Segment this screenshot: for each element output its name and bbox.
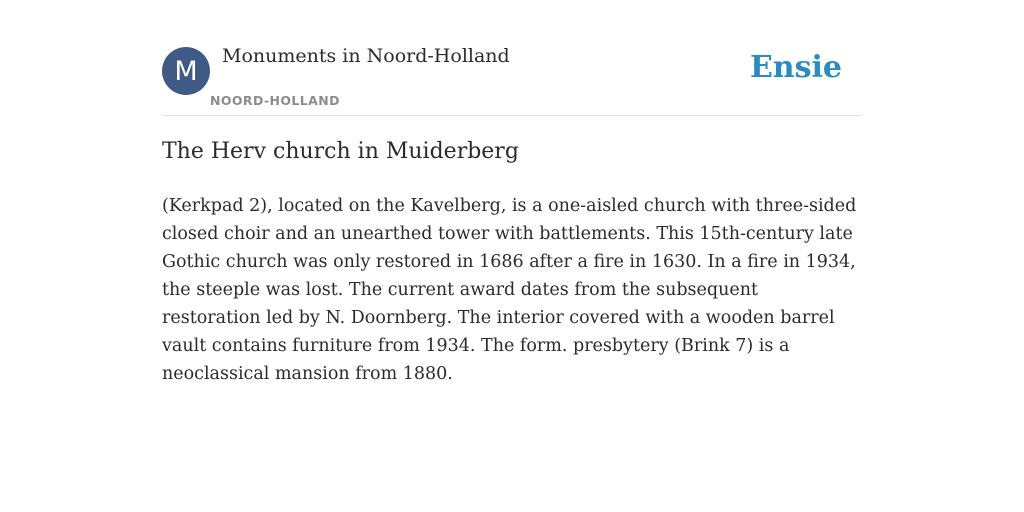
article-body: (Kerkpad 2), located on the Kavelberg, is a one-aisled church with three-sided closed choir and an unearthed tower with battlements. This 15th-century late Gothic church was only restored in 1686 after a fire in 1630. In a fire in 1934, the steeple was lost. The current award dates from the subsequent restoration led by N. Doornberg. The interior covered with a wooden barrel vault contains furniture from 1934. The form. presbytery (Brink 7) is a neoclassical mansion from 1880.	[162, 196, 857, 384]
region-label: NOORD-HOLLAND	[210, 93, 340, 108]
collection-title-link[interactable]: Monuments in Noord-Holland	[222, 45, 510, 67]
collection-avatar[interactable]: M	[162, 47, 210, 95]
ensie-logo[interactable]: Ensie	[749, 50, 842, 85]
article-title: The Herv church in Muiderberg	[162, 139, 519, 164]
header-divider	[162, 115, 862, 116]
